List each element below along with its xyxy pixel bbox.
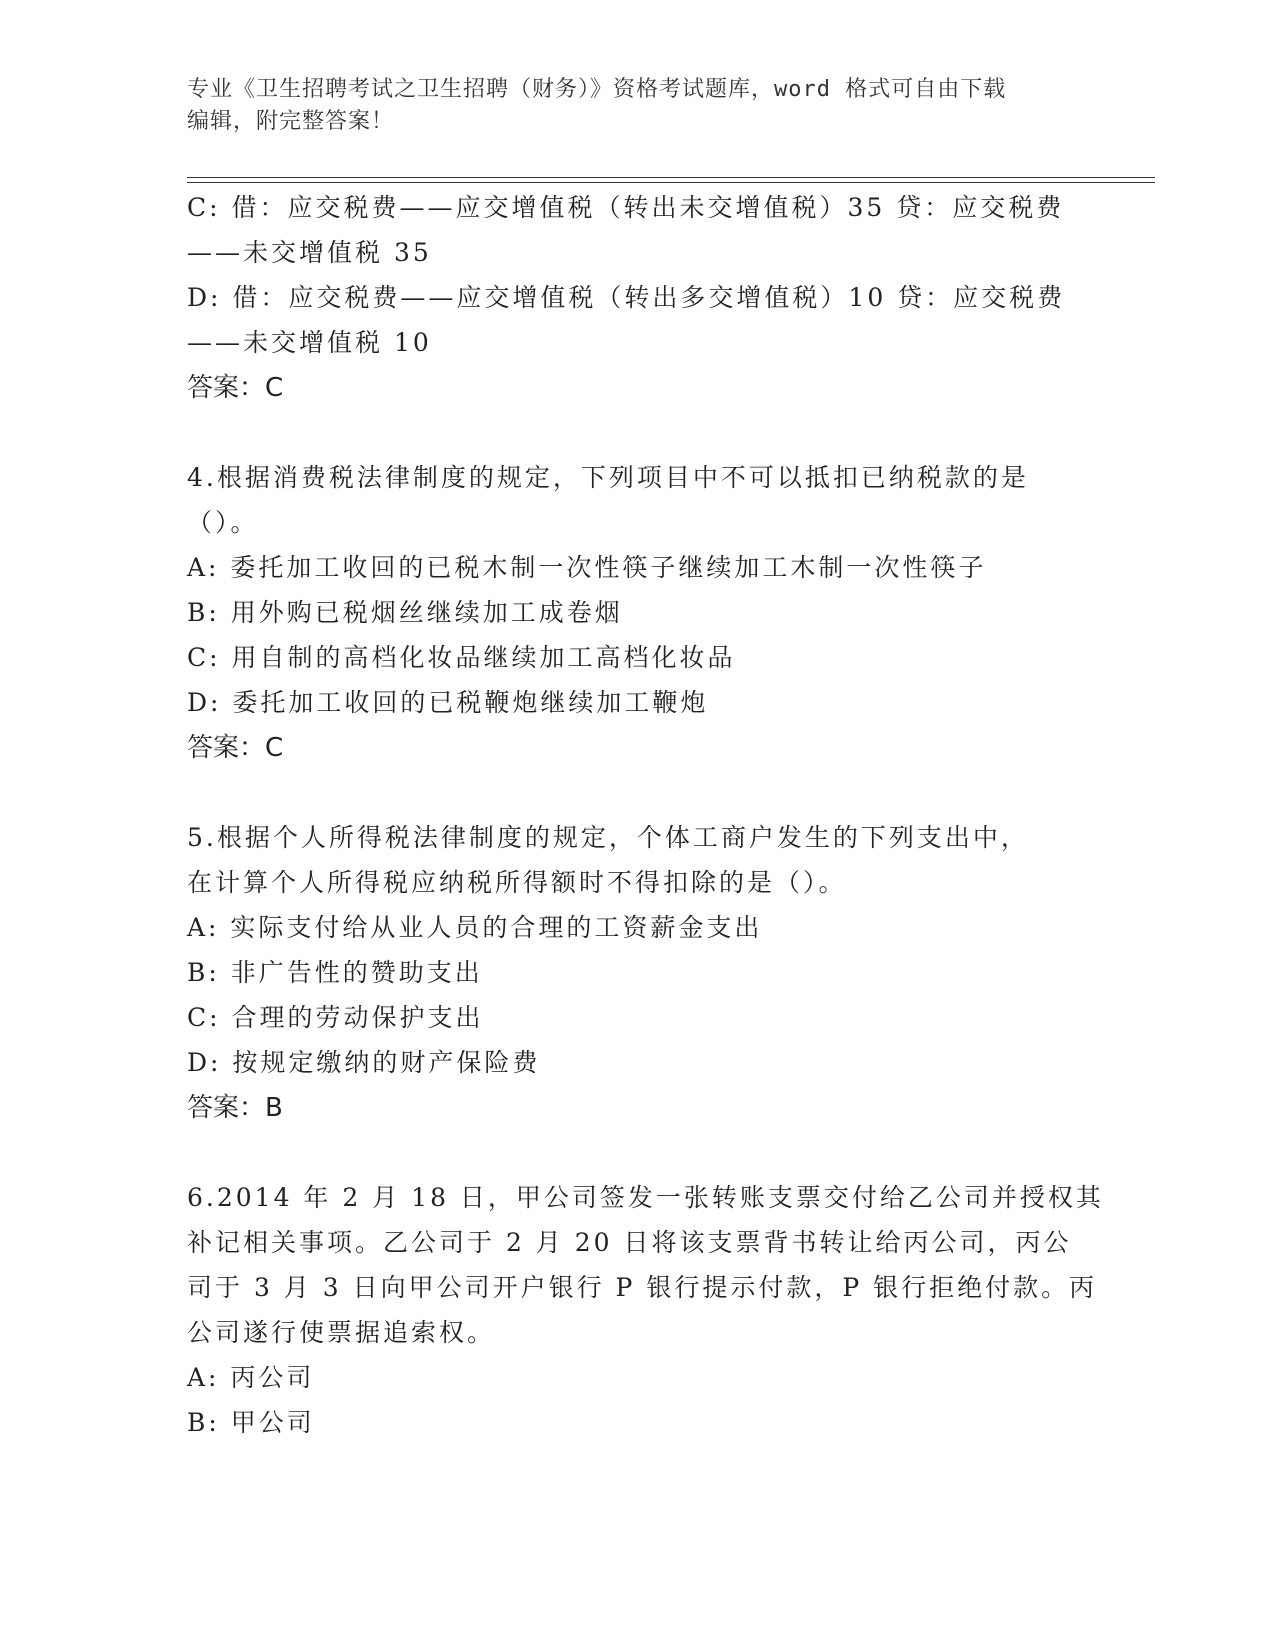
question-stem-line-2: 补记相关事项。乙公司于 2 月 20 日将该支票背书转让给丙公司，丙公 <box>187 1228 1072 1257</box>
option-d: D: 按规定缴纳的财产保险费 <box>187 1048 541 1077</box>
option-b: B: 非广告性的赞助支出 <box>187 958 483 987</box>
question-stem-line-1: 6.2014 年 2 月 18 日，甲公司签发一张转账支票交付给乙公司并授权其 <box>187 1183 1104 1212</box>
question-6 <box>187 1175 1104 1445</box>
question-stem-line-1: 5.根据个人所得税法律制度的规定，个体工商户发生的下列支出中， <box>187 823 1029 852</box>
answer-label: 答案：B <box>187 1093 283 1123</box>
option-a: A: 实际支付给从业人员的合理的工资薪金支出 <box>187 913 763 942</box>
option-a: A: 丙公司 <box>187 1363 315 1392</box>
header-line-1: 专业《卫生招聘考试之卫生招聘（财务）》资格考试题库，word 格式可自由下载 <box>187 77 1007 102</box>
option-a: A: 委托加工收回的已税木制一次性筷子继续加工木制一次性筷子 <box>187 553 987 582</box>
header-line-2: 编辑，附完整答案！ <box>187 109 395 134</box>
option-c: C: 用自制的高档化妆品继续加工高档化妆品 <box>187 643 736 672</box>
answer-label: 答案：C <box>187 733 284 763</box>
question-stem-line-2: （）。 <box>187 508 259 537</box>
question-5 <box>187 815 1087 1131</box>
option-b: B: 甲公司 <box>187 1408 315 1437</box>
option-d: D: 委托加工收回的已税鞭炮继续加工鞭炮 <box>187 688 709 717</box>
question-stem-line-4: 公司遂行使票据追索权。 <box>187 1318 496 1347</box>
option-d-line-2: ——未交增值税 10 <box>187 328 432 357</box>
option-c-line-2: ——未交增值税 35 <box>187 238 432 267</box>
header-divider-bottom <box>187 182 1155 183</box>
answer-label: 答案：C <box>187 373 284 403</box>
option-c-line-1: C: 借：应交税费——应交增值税（转出未交增值税）35 贷：应交税费 <box>187 193 1065 222</box>
question-3 <box>187 185 1087 411</box>
question-stem-line-2: 在计算个人所得税应纳税所得额时不得扣除的是（）。 <box>187 868 847 897</box>
question-stem-line-1: 4.根据消费税法律制度的规定，下列项目中不可以抵扣已纳税款的是 <box>187 463 1029 492</box>
document-header <box>187 74 1067 138</box>
option-b: B: 用外购已税烟丝继续加工成卷烟 <box>187 598 623 627</box>
question-stem-line-3: 司于 3 月 3 日向甲公司开户银行 P 银行提示付款，P 银行拒绝付款。丙 <box>187 1273 1098 1302</box>
question-4 <box>187 455 1087 771</box>
header-divider-top <box>187 177 1155 178</box>
question-list <box>187 185 1104 1445</box>
option-d-line-1: D: 借：应交税费——应交增值税（转出多交增值税）10 贷：应交税费 <box>187 283 1066 312</box>
option-c: C: 合理的劳动保护支出 <box>187 1003 484 1032</box>
